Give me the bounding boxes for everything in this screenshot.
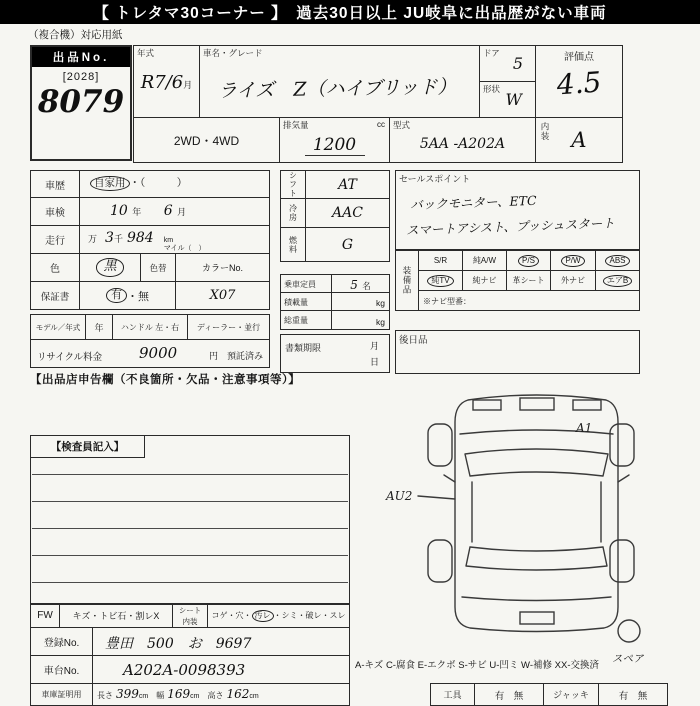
mileage-man-unit: 万 bbox=[88, 234, 98, 244]
inspection-value-cell bbox=[79, 197, 270, 226]
trunk-line bbox=[462, 597, 611, 601]
warranty-value-cell bbox=[79, 281, 176, 310]
docs-deadline-label: 書類期限 bbox=[285, 343, 322, 353]
garage-label-cell bbox=[30, 683, 93, 706]
score-value: 4.5 bbox=[555, 65, 603, 102]
score-cell bbox=[535, 45, 623, 118]
shift-value: AT bbox=[338, 176, 357, 193]
mileage-man-value: 3 bbox=[105, 230, 114, 246]
interior-damage-label: 内装 bbox=[182, 616, 198, 626]
weight-unit: kg bbox=[376, 317, 385, 327]
registration-label: 登録No. bbox=[43, 638, 80, 649]
rear-plate bbox=[520, 612, 554, 624]
top-banner: 【 トレタマ30コーナー 】 過去30日以上 JU岐阜に出品歴がない車両 bbox=[0, 0, 700, 24]
lot-stamp: [2028] bbox=[62, 71, 100, 83]
dealer-cell bbox=[187, 314, 270, 340]
sales-points-line2: スマートアシスト、プッシュスタート bbox=[405, 215, 615, 238]
inspection-label: 車検 bbox=[45, 208, 65, 219]
fw-label: FW bbox=[37, 610, 53, 621]
recycle-fee-value: 9000 bbox=[139, 344, 178, 362]
shape-cell bbox=[479, 81, 536, 118]
equipment-label-cell bbox=[395, 250, 419, 311]
length-value: 399 bbox=[116, 687, 139, 701]
load-value-cell bbox=[331, 292, 390, 311]
mark-leader-line bbox=[418, 496, 455, 499]
inspection-years: 10 bbox=[110, 203, 128, 219]
wheel-rear-right bbox=[610, 540, 634, 582]
height-unit: cm bbox=[249, 693, 259, 700]
history-label-cell bbox=[30, 170, 80, 198]
model-year-unit-cell bbox=[85, 314, 113, 340]
equipment-aw: 純A/W bbox=[472, 256, 497, 265]
jack-value: 有 無 bbox=[618, 690, 648, 702]
jack-label: ジャッキ bbox=[553, 690, 589, 700]
model-code-label: 型式 bbox=[393, 120, 411, 130]
seat-interior-label-cell bbox=[172, 603, 208, 628]
inspector-rule-4 bbox=[32, 555, 348, 556]
equipment-leather: 革シート bbox=[512, 276, 545, 285]
equipment-navi: 純ナビ bbox=[472, 276, 497, 285]
equipment-airbag: エアB bbox=[603, 275, 632, 287]
inspection-month-unit: 月 bbox=[177, 207, 187, 217]
model-code-value: 5AA -A202A bbox=[419, 136, 506, 152]
registration-value-cell bbox=[92, 627, 350, 656]
seat-damage-cell bbox=[207, 603, 350, 628]
spare-tire-circle bbox=[618, 620, 640, 642]
tools-value-cell bbox=[474, 683, 544, 706]
equipment-abs: ABS bbox=[605, 255, 629, 267]
roof-rails bbox=[472, 482, 601, 542]
drive-cell bbox=[133, 117, 280, 163]
history-rest: ・（ ） bbox=[129, 177, 188, 189]
inspector-rule-3 bbox=[32, 528, 348, 529]
displacement-cell bbox=[279, 117, 390, 163]
recycle-fee-label: リサイクル料金 bbox=[37, 352, 103, 363]
seat-label: シート bbox=[178, 606, 202, 615]
car-name-label: 車名・グレード bbox=[203, 48, 263, 58]
history-circled-value: 自家用 bbox=[90, 176, 130, 191]
handle-label: ハンドル 左・右 bbox=[120, 322, 180, 332]
mileage-label: 走行 bbox=[45, 236, 65, 247]
door-cell bbox=[479, 45, 536, 82]
equipment-label: 装備品 bbox=[402, 266, 412, 295]
shape-label: 形状 bbox=[483, 84, 501, 94]
color-value: 黒 bbox=[96, 258, 123, 276]
equipment-tv: 純TV bbox=[427, 275, 453, 287]
equipment-extnavi-cell bbox=[550, 270, 596, 291]
inspector-rule-1 bbox=[32, 474, 348, 475]
color-change-label: 色替 bbox=[149, 262, 167, 273]
length-label: 長さ bbox=[97, 691, 113, 700]
model-year-unit: 年 bbox=[94, 322, 104, 333]
displacement-value: 1200 bbox=[305, 135, 365, 156]
capacity-value-cell bbox=[331, 274, 390, 293]
mileage-sen-unit: 千 bbox=[113, 234, 123, 244]
inspection-label-cell bbox=[30, 197, 80, 226]
capacity-unit: 名 bbox=[362, 281, 371, 291]
equipment-navi-cell bbox=[462, 270, 507, 291]
equipment-sr: S/R bbox=[433, 256, 448, 265]
shift-label: シフト bbox=[288, 171, 298, 198]
mileage-value-cell bbox=[79, 225, 270, 254]
weight-value-cell bbox=[331, 310, 390, 330]
sales-points-box bbox=[395, 170, 640, 250]
docs-deadline-cell bbox=[280, 334, 390, 373]
equipment-pw-cell bbox=[550, 250, 596, 271]
ac-value-cell bbox=[305, 198, 390, 228]
lot-number-value: 8079 bbox=[37, 84, 125, 120]
score-label: 評価点 bbox=[564, 52, 594, 63]
inspection-month: 6 bbox=[163, 203, 173, 219]
fw-label-cell bbox=[30, 603, 60, 628]
paper-note: （複合機）対応用紙 bbox=[28, 29, 123, 41]
history-value-cell bbox=[79, 170, 270, 198]
equipment-pw: P/W bbox=[561, 255, 584, 267]
registration-value: 豊田 500 お 9697 bbox=[105, 636, 252, 652]
weight-label: 総重量 bbox=[284, 316, 308, 325]
equipment-ps-cell bbox=[506, 250, 551, 271]
damage-mark-a1: A1 bbox=[576, 421, 593, 435]
equipment-tv-cell bbox=[418, 270, 463, 291]
navi-model-label: ※ナビ型番： bbox=[423, 297, 471, 306]
wheel-rear-left bbox=[428, 540, 452, 582]
rear-window bbox=[466, 547, 607, 570]
model-year-cell bbox=[30, 314, 86, 340]
year-label: 年式 bbox=[137, 48, 155, 58]
height-label: 高さ bbox=[207, 691, 224, 700]
front-plate bbox=[520, 398, 554, 410]
fuel-label-cell bbox=[280, 227, 306, 262]
mileage-value: 984 bbox=[126, 230, 154, 246]
inspector-rule-5 bbox=[32, 582, 348, 583]
capacity-label-cell bbox=[280, 274, 332, 293]
equipment-leather-cell bbox=[506, 270, 551, 291]
load-unit: kg bbox=[376, 298, 385, 308]
windshield bbox=[465, 449, 608, 476]
sales-points-line1: バックモニター、ETC bbox=[409, 192, 537, 213]
equipment-aw-cell bbox=[462, 250, 507, 271]
equipment-extnavi: 外ナビ bbox=[561, 276, 585, 285]
garage-value-cell bbox=[92, 683, 350, 706]
interior-value: A bbox=[571, 128, 587, 152]
declaration-header: 【出品店申告欄（不良箇所・欠品・注意事項等）】 bbox=[30, 374, 301, 386]
color-no-label: カラーNo. bbox=[201, 263, 243, 273]
garage-label: 車庫証明用 bbox=[41, 690, 82, 699]
car-name-value: ライズ Z（ハイブリッド） bbox=[217, 75, 457, 103]
dealer-label: ディーラー・並行 bbox=[196, 322, 261, 332]
history-label: 車歴 bbox=[45, 180, 65, 192]
car-top-view-diagram bbox=[378, 382, 690, 694]
mileage-label-cell bbox=[30, 225, 80, 254]
recycle-fee-cell bbox=[30, 339, 270, 368]
jack-value-cell bbox=[598, 683, 668, 706]
year-value: R7/6 bbox=[140, 72, 184, 93]
fw-items-cell bbox=[59, 603, 173, 628]
length-unit: cm bbox=[138, 693, 149, 700]
fw-items: キズ・トビ石・割レX bbox=[72, 611, 160, 621]
headlight-right bbox=[573, 400, 601, 410]
seat-damage-circled: 汚レ bbox=[252, 610, 274, 622]
height-value: 162 bbox=[226, 687, 250, 701]
interior-label: 内装 bbox=[540, 122, 550, 141]
width-unit: cm bbox=[190, 693, 200, 700]
warranty-rest: ・無 bbox=[127, 290, 149, 303]
inspector-label: 【検査員記入】 bbox=[31, 436, 145, 458]
handle-cell bbox=[112, 314, 188, 340]
color-label-cell bbox=[30, 253, 80, 282]
inspector-rule-2 bbox=[32, 501, 348, 502]
width-label: 幅 bbox=[156, 691, 165, 700]
weight-label-cell bbox=[280, 310, 332, 330]
lot-number-box bbox=[30, 45, 132, 161]
displacement-label: 排気量 bbox=[283, 120, 309, 130]
sales-points-label: セールスポイント bbox=[399, 174, 471, 184]
later-items-box bbox=[395, 330, 640, 374]
equipment-airbag-cell bbox=[595, 270, 640, 291]
warranty-label: 保証書 bbox=[40, 291, 70, 303]
year-unit: 月 bbox=[183, 80, 193, 90]
recycle-fee-unit: 円 預託済み bbox=[208, 351, 263, 361]
width-value: 169 bbox=[167, 687, 191, 701]
door-value: 5 bbox=[512, 54, 523, 73]
damage-mark-a2: AU2 bbox=[386, 489, 413, 503]
warranty-yes: 有 bbox=[106, 288, 127, 304]
shift-value-cell bbox=[305, 170, 390, 199]
load-label-cell bbox=[280, 292, 332, 311]
color-no-label-cell bbox=[175, 253, 270, 282]
warranty-label-cell bbox=[30, 281, 80, 310]
headlight-left bbox=[473, 400, 501, 410]
color-no-value: X07 bbox=[209, 288, 236, 303]
model-year-label: モデル／年式 bbox=[35, 322, 81, 332]
docs-month-label: 月 bbox=[369, 341, 379, 351]
shape-value: W bbox=[505, 90, 522, 109]
tools-label: 工具 bbox=[443, 690, 462, 700]
equipment-sr-cell bbox=[418, 250, 463, 271]
wheel-front-left bbox=[428, 424, 452, 466]
navi-model-cell bbox=[418, 290, 640, 311]
inspector-box bbox=[30, 435, 350, 605]
docs-day-label: 日 bbox=[369, 357, 379, 367]
model-code-cell bbox=[389, 117, 536, 163]
spare-label: スペア bbox=[612, 653, 644, 665]
chassis-label-cell bbox=[30, 655, 93, 684]
inspection-year-unit: 年 bbox=[132, 207, 142, 217]
tools-label-cell bbox=[430, 683, 475, 706]
seat-damage-post: ・シミ・破レ・スレ bbox=[273, 611, 346, 620]
mileage-unit-km: km bbox=[163, 237, 174, 244]
fuel-value: G bbox=[341, 236, 354, 253]
registration-label-cell bbox=[30, 627, 93, 656]
damage-legend: A-キズ C-腐食 E-エクボ S-サビ U-凹ミ W-補修 XX-交換済 bbox=[355, 660, 599, 671]
capacity-value: 5 bbox=[350, 278, 358, 292]
equipment-abs-cell bbox=[595, 250, 640, 271]
load-label: 積載量 bbox=[284, 298, 308, 307]
later-items-label: 後日品 bbox=[399, 335, 428, 346]
lot-number-label: 出品No. bbox=[32, 47, 130, 67]
seat-damage-pre: コゲ・穴・ bbox=[211, 611, 252, 620]
displacement-unit: cc bbox=[377, 120, 385, 129]
chassis-value: A202A-0098393 bbox=[123, 661, 246, 679]
year-cell bbox=[133, 45, 200, 118]
capacity-label: 乗車定員 bbox=[284, 280, 316, 289]
jack-label-cell bbox=[543, 683, 599, 706]
equipment-ps: P/S bbox=[518, 255, 539, 267]
drive-label: 2WD・4WD bbox=[173, 133, 240, 148]
chassis-value-cell bbox=[92, 655, 350, 684]
ac-value: AAC bbox=[332, 205, 363, 221]
door-label: ドア bbox=[483, 48, 500, 58]
chassis-label: 車台No. bbox=[43, 666, 80, 677]
ac-label-cell bbox=[280, 198, 306, 228]
interior-cell bbox=[535, 117, 623, 163]
wheel-front-right bbox=[610, 424, 634, 466]
color-change-cell bbox=[140, 253, 176, 282]
fuel-value-cell bbox=[305, 227, 390, 262]
color-no-value-cell bbox=[175, 281, 270, 310]
ac-label: 冷房 bbox=[288, 204, 298, 222]
color-label: 色 bbox=[50, 264, 60, 275]
color-value-cell bbox=[79, 253, 141, 282]
fuel-label: 燃料 bbox=[288, 235, 298, 254]
shift-label-cell bbox=[280, 170, 306, 199]
mileage-unit-mile: マイル（ ） bbox=[163, 245, 206, 253]
car-name-cell bbox=[199, 45, 480, 118]
tools-value: 有 無 bbox=[494, 690, 524, 702]
